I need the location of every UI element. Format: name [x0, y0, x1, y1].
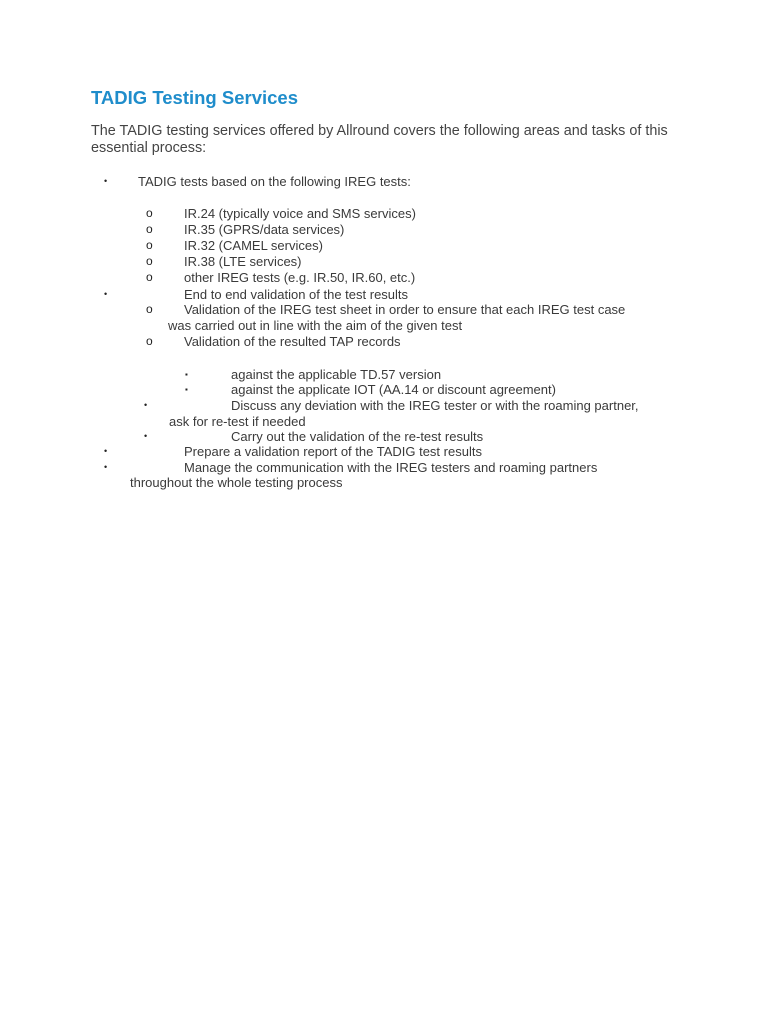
sub-sub-item-iot: against the applicate IOT (AA.14 or discount agreement) — [231, 382, 556, 397]
page-title: TADIG Testing Services — [91, 87, 298, 108]
sub-item-discuss-deviation-cont: ask for re-test if needed — [169, 414, 306, 429]
sub-item-ir32: IR.32 (CAMEL services) — [184, 238, 323, 253]
square-bullet: ▪ — [185, 385, 188, 394]
list-item-validation-report: Prepare a validation report of the TADIG test results — [184, 444, 482, 459]
list-item-tadig-tests: TADIG tests based on the following IREG tests: — [138, 174, 411, 189]
sub-item-other-ireg: other IREG tests (e.g. IR.50, IR.60, etc.) — [184, 270, 416, 285]
sub-item-validation-test-sheet-cont: was carried out in line with the aim of the given test — [168, 318, 463, 333]
circle-bullet: o — [146, 254, 153, 268]
circle-bullet: o — [146, 238, 153, 252]
disc-bullet: • — [104, 446, 108, 456]
sub-item-validation-test-sheet: Validation of the IREG test sheet in order to ensure that each IREG test case — [184, 302, 626, 317]
sub-item-re-test-validation: Carry out the validation of the re-test results — [231, 429, 484, 444]
list-item-manage-communication: Manage the communication with the IREG testers and roaming partners — [184, 460, 598, 475]
intro-paragraph: The TADIG testing services offered by Allround covers the following areas and tasks of this essential process: — [91, 123, 668, 156]
circle-bullet: o — [146, 206, 153, 220]
sub-item-ir35: IR.35 (GPRS/data services) — [184, 222, 345, 237]
circle-bullet: o — [146, 302, 153, 316]
square-bullet: ▪ — [185, 370, 188, 379]
disc-bullet: • — [104, 462, 108, 472]
disc-bullet: • — [104, 176, 108, 186]
list-item-manage-communication-cont: throughout the whole testing process — [130, 475, 343, 490]
sub-item-validation-tap-records: Validation of the resulted TAP records — [184, 334, 401, 349]
sub-item-ir38: IR.38 (LTE services) — [184, 254, 302, 269]
list-item-end-to-end-validation: End to end validation of the test results — [184, 287, 409, 302]
disc-bullet: • — [104, 289, 108, 299]
sub-sub-item-td57: against the applicable TD.57 version — [231, 367, 442, 382]
circle-bullet: o — [146, 334, 153, 348]
circle-bullet: o — [146, 270, 153, 284]
sub-item-ir24: IR.24 (typically voice and SMS services) — [184, 206, 416, 221]
sub-item-discuss-deviation: Discuss any deviation with the IREG tester or with the roaming partner, — [231, 398, 639, 413]
disc-bullet: • — [144, 400, 148, 410]
circle-bullet: o — [146, 222, 153, 236]
disc-bullet: • — [144, 431, 148, 441]
